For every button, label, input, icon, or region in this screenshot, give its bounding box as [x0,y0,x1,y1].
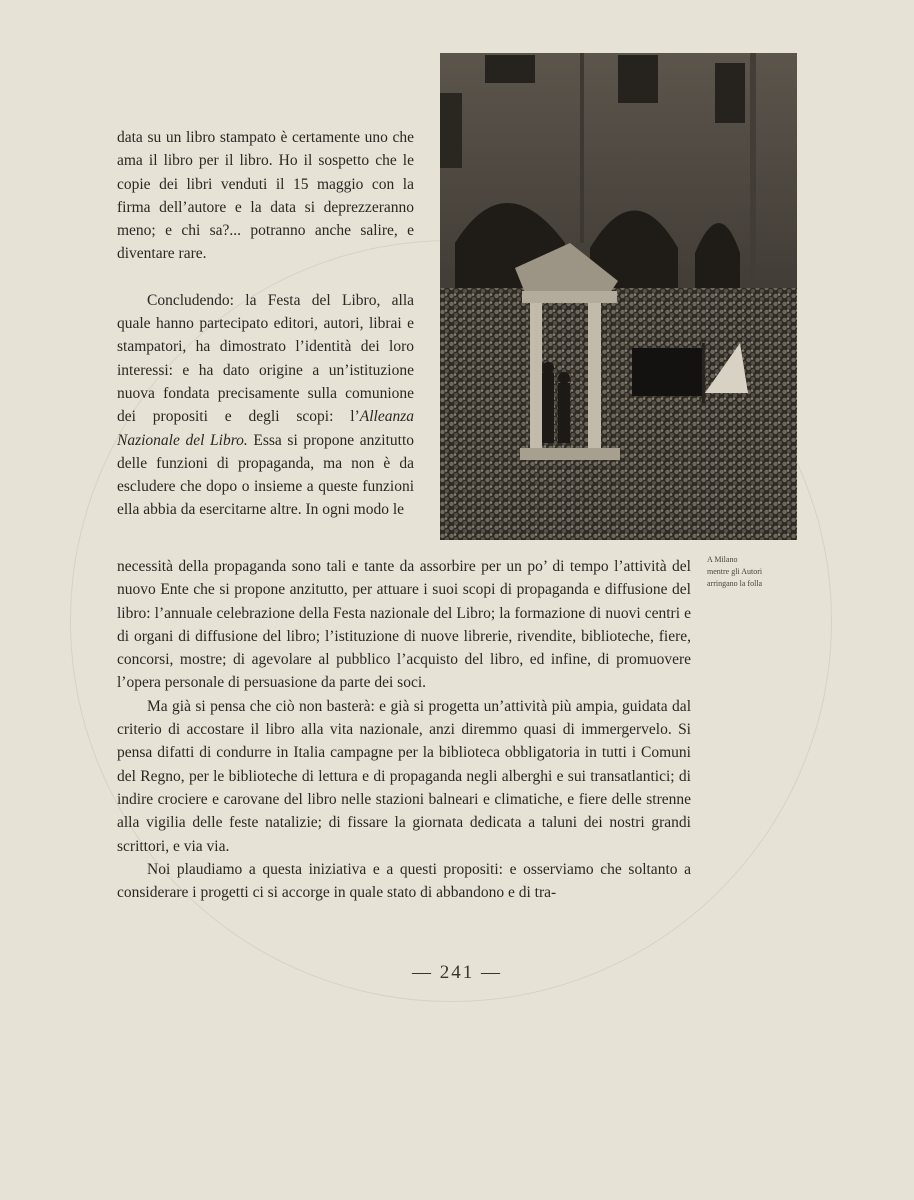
text-body [117,555,691,904]
milan-square-photo [440,53,797,540]
caption-line: A Milano [707,555,738,564]
alliance-name: Alleanza Nazionale del Libro. [117,408,414,449]
paragraph-2-tail: Essa si propone anzitutto delle funzioni di propaganda, ma non è da escludere che dopo o insieme a queste funzioni ella abbia da esercitarne altre. In ogni modo le [117,431,414,519]
paragraph-2-continuation: necessità della propaganda sono tali e tante da assorbire per un po’ di tempo l’attività del nuovo Ente che si propone anzitutto, per attuare i suoi scopi di propaganda e diffusione del libro: l’annuale celebrazione della Festa nazionale del Libro; la formazione di nuovi centri e di organi di diffusione del libro; l’istituzione di nuove librerie, rivendite, biblioteche, fiere, concorsi, mostre; di agevolare al pubblico l’acquisto del libro, ed infine, di promuovere l’opera personale di persuasione da parte dei soci. [117,558,691,692]
text-column [117,126,414,522]
paragraph-4: Noi plaudiamo a questa iniziativa e a questi propositi: e osserviamo che soltanto a considerare i progetti ci si accorge in quale stato di abbandono e di tra- [117,860,691,902]
paragraph-3: Ma già si pensa che ciò non basterà: e già si progetta un’attività più ampia, guidata dal criterio di accostare il libro alla vita nazionale, anzi diremmo quasi di immergervelo. Si pensa difatti di condurre in Italia campagne per la biblioteca obbligatoria in tutti i Comuni del Regno, per le biblioteche di lettura e di propaganda negli alberghi e sui transatlantici; di indire crociere e carovane del libro nelle stazioni balneari e climatiche, e fiere delle strenne alla vigilia delle feste natalizie; di fissare la giornata dedicata a taluni dei nostri grandi scrittori, e via via. [117,697,691,855]
paragraph-2 [117,289,414,522]
caption-line: arringano la folla [707,579,763,588]
page-number: — 241 — [412,962,502,983]
paragraph-1: data su un libro stampato è certamente uno che ama il libro per il libro. Ho il sospetto che le copie dei libri venduti il 15 maggio con la firma dell’autore e la data si deprezzeranno meno; e chi sa?... potranno anche salire, e diventare rare. [117,129,414,263]
caption-line: mentre gli Autori [707,567,763,576]
paragraph-2-text: Concludendo: la Festa del Libro, alla quale hanno partecipato editori, autori, librai e stampatori, ha dimostrato l’identità dei loro interessi: e ha dato origine a un’istituzione nuova fondata precisamente sulla comunione dei propositi e degli scopi: l’ [117,291,414,426]
photo-caption [707,554,817,590]
crowd-photo [440,53,797,540]
